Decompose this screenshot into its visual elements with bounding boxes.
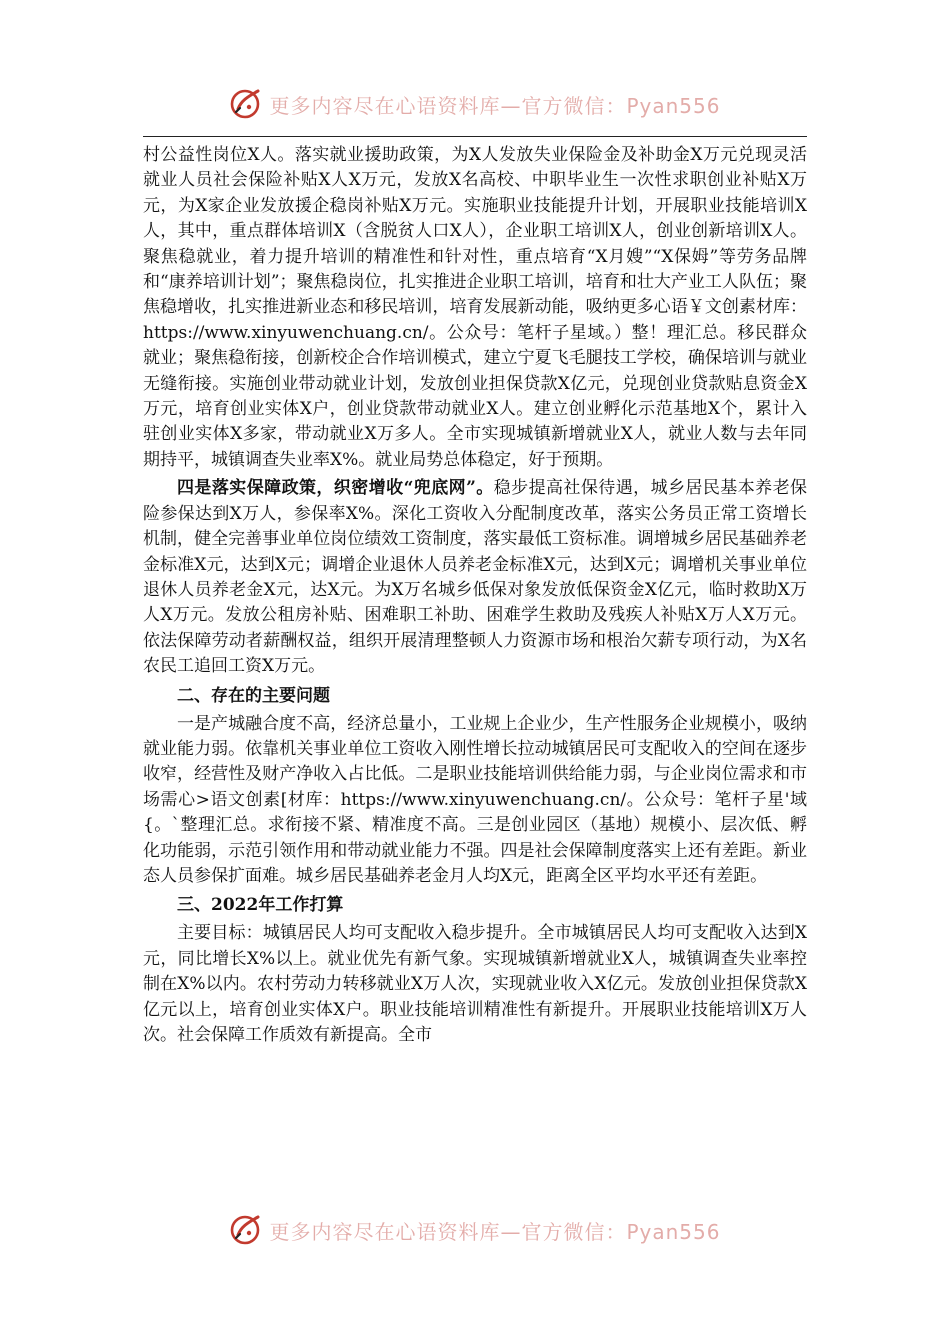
paragraph-body: 稳步提高社保待遇，城乡居民基本养老保险参保达到X万人，参保率X%。深化工资收入分配制度改革，落实公务员正常工资增长机制，健全完善事业单位岗位绩效工资制度，落实最低工资标准。调增城乡居民基础养老金标准X元，达到X元；调增企业退休人员养老金标准X元，达到X元；调增机关事业单位退休人员养老金X元，达X元。为X万名城乡低保对象发放低保资金X亿元，临时救助X万人X万元。发放公租房补贴、困难职工补助、困难学生救助及残疾人补贴X万人X万元。依法保障劳动者薪酬权益，组织开展清理整顿人力资源市场和根治欠薪专项行动，为X名农民工追回工资X万元。 — [143, 478, 808, 677]
paragraph-goals: 主要目标：城镇居民人均可支配收入稳步提升。全市城镇居民人均可支配收入达到X元，同比增长X%以上。就业优先有新气象。实现城镇新增就业X人，城镇调查失业率控制在X%以内。农村劳动力转移就业X万人次，实现就业收入X亿元。发放创业担保贷款X亿元以上，培育创业实体X户。职业技能培训精准性有新提升。开展职业技能培训X万人次。社会保障工作质效有新提高。全市 — [143, 923, 807, 1045]
header-divider — [143, 136, 807, 137]
watermark-text: 更多内容尽在心语资料库—官方微信：Pyan556 — [269, 1219, 721, 1244]
watermark-text: 更多内容尽在心语资料库—官方微信：Pyan556 — [269, 93, 721, 118]
document-body — [143, 143, 807, 1048]
paragraph-problems: 一是产城融合度不高，经济总量小，工业规上企业少，生产性服务企业规模小，吸纳就业能力弱。依靠机关事业单位工资收入刚性增长拉动城镇居民可支配收入的空间在逐步收窄，经营性及财产净收入占比低。二是职业技能培训供给能力弱，与企业岗位需求和市场需心>语文创素[材库：https://www.xinyuwenchuang.cn/。公众号：笔杆子星'域{。`整理汇总。求衔接不紧、精准度不高。三是创业园区（基地）规模小、层次低、孵化功能弱，示范引领作用和带动就业能力不强。四是社会保障制度落实上还有差距。新业态人员参保扩面难。城乡居民基础养老金月人均X元，距离全区平均水平还有差距。 — [143, 713, 807, 886]
paragraph-lead-bold: 四是落实保障政策，织密增收“兜底网”。 — [177, 478, 494, 499]
section-heading-plans: 三、2022年工作打算 — [177, 895, 344, 916]
pen-logo-icon — [229, 1213, 263, 1247]
paragraph-social-security — [143, 476, 807, 679]
header-watermark — [0, 82, 950, 126]
section-heading-problems: 二、存在的主要问题 — [177, 685, 330, 706]
pen-logo-icon — [229, 87, 263, 121]
footer-watermark — [0, 1208, 950, 1252]
paragraph-employment: 村公益性岗位X人。落实就业援助政策，为X人发放失业保险金及补助金X万元兑现灵活就业人员社会保险补贴X人X万元，发放X名高校、中职毕业生一次性求职创业补贴X万元，为X家企业发放援企稳岗补贴X万元。实施职业技能提升计划，开展职业技能培训X人，其中，重点群体培训X（含脱贫人口X人），企业职工培训X人，创业创新培训X人。聚焦稳就业，着力提升培训的精准性和针对性，重点培育“X月嫂”“X保姆”等劳务品牌和“康养培训计划”；聚焦稳岗位，扎实推进企业职工培训，培育和壮大产业工人队伍；聚焦稳增收，扎实推进新业态和移民培训，培育发展新动能，吸纳更多心语￥文创素材库：https://www.xinyuwenchuang.cn/。公众号：笔杆子星域。）整！理汇总。移民群众就业；聚焦稳衔接，创新校企合作培训模式，建立宁夏飞毛腿技工学校，确保培训与就业无缝衔接。实施创业带动就业计划，发放创业担保贷款X亿元，兑现创业贷款贴息资金X万元，培育创业实体X户，创业贷款带动就业X人。建立创业孵化示范基地X个，累计入驻创业实体X多家，带动就业X万多人。全市实现城镇新增就业X人，就业人数与去年同期持平，城镇调查失业率X%。就业局势总体稳定，好于预期。 — [143, 145, 807, 470]
